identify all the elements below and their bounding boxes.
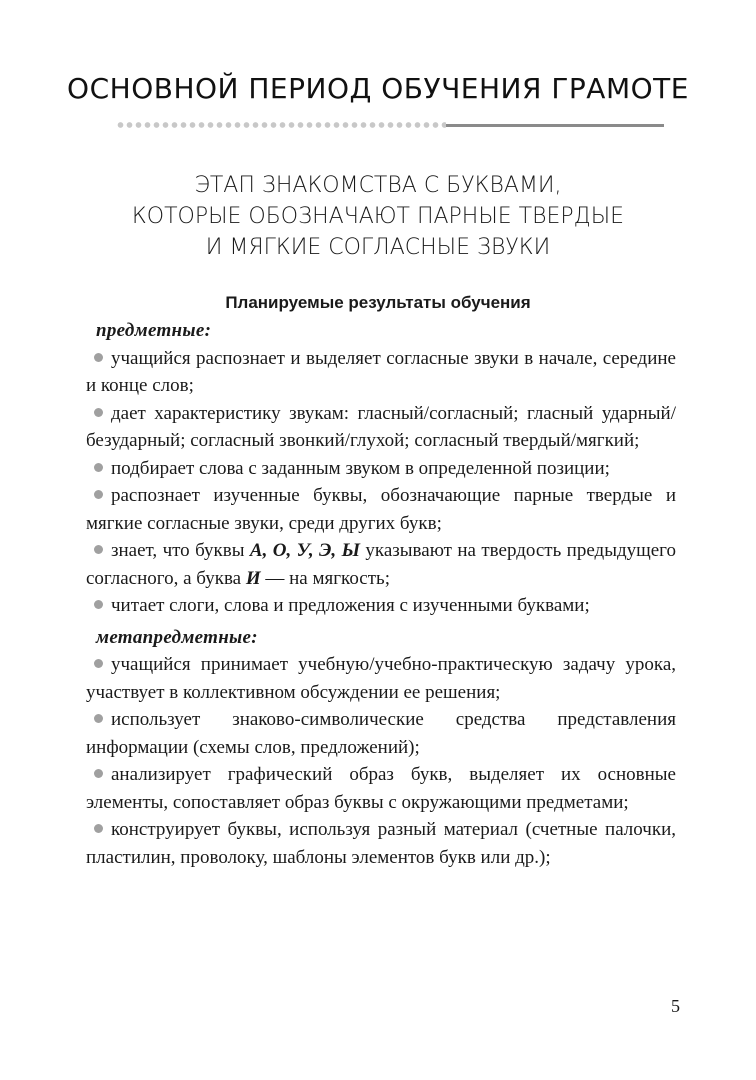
list-item: [86, 706, 676, 761]
section-title-line: ЭТАП ЗНАКОМСТВА С БУКВАМИ,: [194, 173, 562, 198]
item-text: указывают на твердость предыдущего согласного, а буква: [86, 540, 677, 589]
section-title: [0, 170, 756, 263]
soft-letter: И: [245, 567, 261, 589]
bullet-icon: [94, 463, 103, 472]
list-item: [86, 537, 676, 592]
item-text: распознает изученные буквы, обозначающие парные твердые и мягкие согласные звуки, среди других букв;: [86, 485, 676, 534]
header-divider: [116, 120, 664, 130]
list-item: [86, 592, 676, 620]
item-text: учащийся принимает учебную/учебно-практическую задачу урока, участвует в коллективном обсуждении ее решения;: [86, 654, 676, 703]
bullet-icon: [94, 353, 103, 362]
divider-dots: [116, 122, 446, 128]
item-text: конструирует буквы, используя разный материал (счетные палочки, пластилин, проволоку, шаблоны элементов букв или др.);: [86, 819, 676, 868]
item-text: читает слоги, слова и предложения с изученными буквами;: [111, 595, 590, 616]
bullet-icon: [94, 824, 103, 833]
subsection-heading: Планируемые результаты обучения: [225, 293, 531, 312]
bullet-icon: [94, 490, 103, 499]
bullet-icon: [94, 408, 103, 417]
item-text: — на мягкость;: [260, 567, 390, 589]
page-number: 5: [671, 996, 680, 1016]
bullet-icon: [94, 659, 103, 668]
list-item: [86, 482, 676, 537]
list-item: [86, 455, 676, 483]
bullet-icon: [94, 545, 103, 554]
item-text: дает характеристику звукам: гласный/согласный; гласный ударный/безударный; согласный звонкий/глухой; согласный твердый/мягкий;: [86, 402, 676, 451]
item-text: использует знаково-символические средства представления информации (схемы слов, предложений);: [86, 709, 676, 758]
section-title-line: И МЯГКИЕ СОГЛАСНЫЕ ЗВУКИ: [205, 235, 551, 260]
item-text: подбирает слова с заданным звуком в определенной позиции;: [111, 457, 610, 479]
hard-letters: А, О, У, Э, Ы: [249, 540, 360, 561]
group-label-metasubject: метапредметные:: [96, 626, 258, 648]
item-text: учащийся распознает и выделяет согласные звуки в начале, середине и конце слов;: [86, 347, 676, 396]
bullet-icon: [94, 600, 103, 609]
group-label-subject: предметные:: [96, 320, 212, 341]
list-item: [86, 761, 676, 816]
chapter-title: ОСНОВНОЙ ПЕРИОД ОБУЧЕНИЯ ГРАМОТЕ: [67, 72, 689, 105]
section-title-line: КОТОРЫЕ ОБОЗНАЧАЮТ ПАРНЫЕ ТВЕРДЫЕ: [131, 204, 625, 229]
list-item: [86, 816, 676, 871]
item-text: анализирует графический образ букв, выделяет их основные элементы, сопоставляет образ буквы с окружающими предметами;: [86, 764, 676, 813]
bullet-icon: [94, 769, 103, 778]
results-list: [86, 317, 676, 871]
list-item: [86, 651, 676, 706]
item-text: знает, что буквы: [111, 540, 250, 561]
list-item: [86, 345, 676, 400]
divider-bar: [446, 124, 664, 127]
bullet-icon: [94, 714, 103, 723]
list-item: [86, 400, 676, 455]
